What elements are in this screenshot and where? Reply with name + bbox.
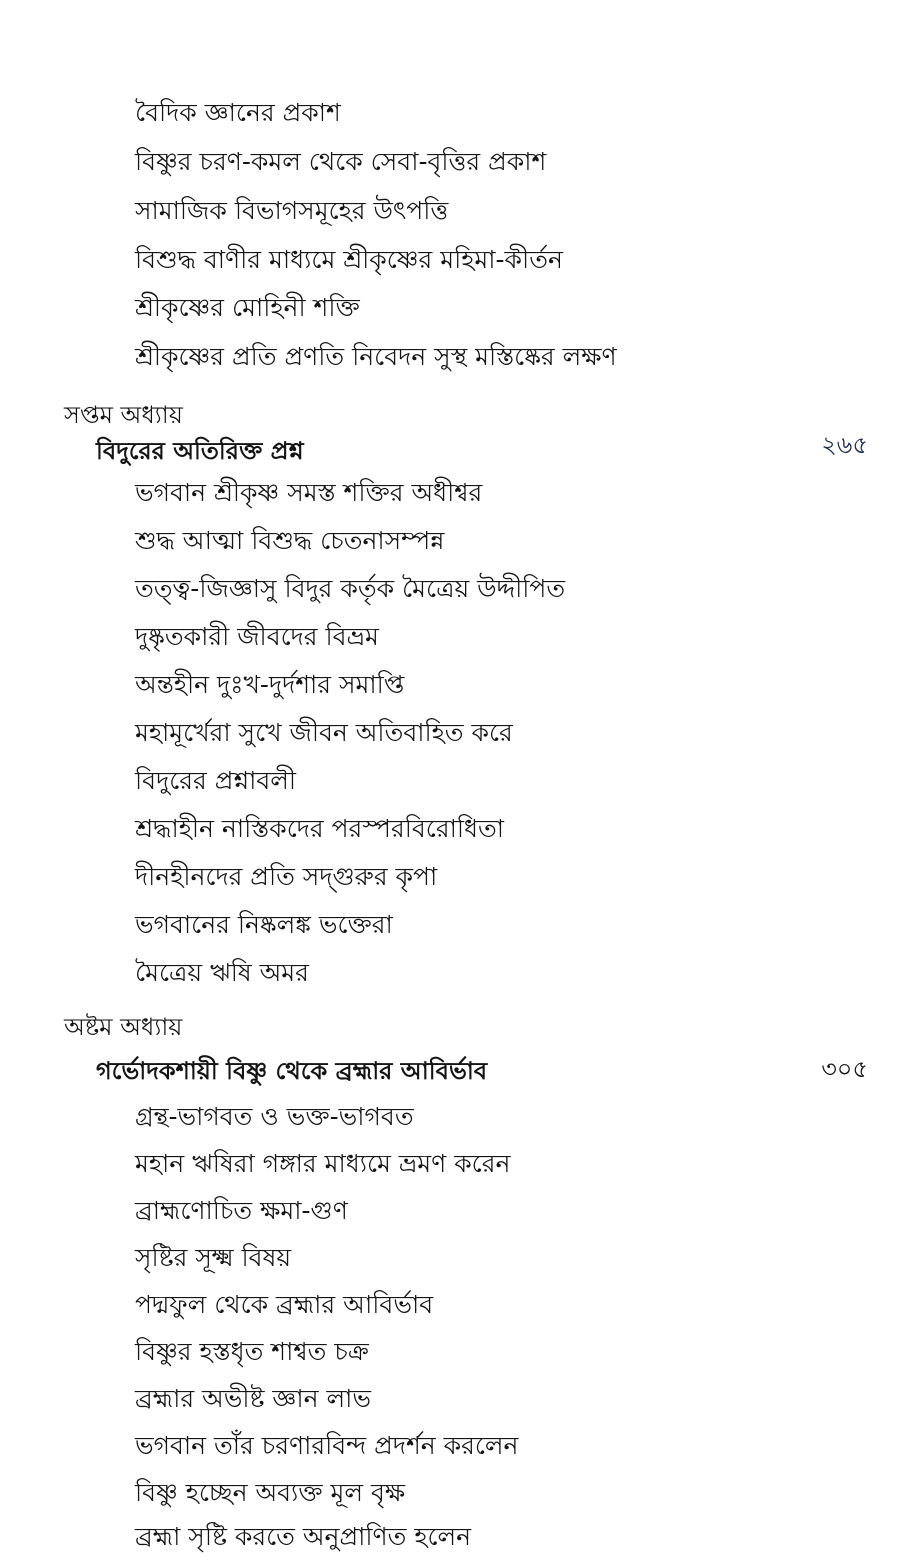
toc-item: দুষ্কৃতকারী জীবদের বিভ্রম	[135, 622, 379, 651]
chapter-title: বিদুরের অতিরিক্ত প্রশ্ন	[96, 437, 304, 465]
toc-item: বিষ্ণু হচ্ছেন অব্যক্ত মূল বৃক্ষ	[135, 1478, 406, 1507]
toc-item: মহামূর্খেরা সুখে জীবন অতিবাহিত করে	[135, 718, 513, 747]
toc-item: বৈদিক জ্ঞানের প্রকাশ	[135, 98, 341, 127]
page-number: ৩০৫	[821, 1055, 868, 1083]
toc-item: শ্রীকৃষ্ণের মোহিনী শক্তি	[135, 293, 360, 322]
toc-item: দীনহীনদের প্রতি সদ্‌গুরুর কৃপা	[135, 862, 438, 891]
page-number: ২৬৫	[821, 431, 868, 459]
toc-item: অন্তহীন দুঃখ-দুর্দশার সমাপ্তি	[135, 670, 405, 699]
toc-item: পদ্মফুল থেকে ব্রহ্মার আবির্ভাব	[135, 1290, 434, 1319]
toc-item: গ্রন্থ-ভাগবত ও ভক্ত-ভাগবত	[135, 1102, 414, 1131]
toc-item: ব্রহ্মা সৃষ্টি করতে অনুপ্রাণিত হলেন	[135, 1522, 472, 1551]
toc-item: বিশুদ্ধ বাণীর মাধ্যমে শ্রীকৃষ্ণের মহিমা-কীর্তন	[135, 245, 563, 274]
toc-item: ভগবানের নিষ্কলঙ্ক ভক্তেরা	[135, 910, 393, 939]
toc-item: বিষ্ণুর চরণ-কমল থেকে সেবা-বৃত্তির প্রকাশ	[135, 147, 547, 176]
toc-item: সামাজিক বিভাগসমূহের উৎপত্তি	[135, 196, 449, 225]
chapter-title: গর্ভোদকশায়ী বিষ্ণু থেকে ব্রহ্মার আবির্ভাব	[96, 1057, 488, 1085]
toc-item: শুদ্ধ আত্মা বিশুদ্ধ চেতনাসম্পন্ন	[135, 526, 445, 555]
toc-item: ব্রাহ্মণোচিত ক্ষমা-গুণ	[135, 1196, 348, 1225]
chapter-heading: সপ্তম অধ্যায়	[64, 401, 183, 429]
toc-item: ব্রহ্মার অভীষ্ট জ্ঞান লাভ	[135, 1384, 371, 1413]
chapter-heading: অষ্টম অধ্যায়	[64, 1013, 183, 1041]
toc-item: সৃষ্টির সূক্ষ্ম বিষয়	[135, 1243, 292, 1272]
toc-item: ভগবান তাঁর চরণারবিন্দ প্রদর্শন করলেন	[135, 1431, 519, 1460]
toc-item: ভগবান শ্রীকৃষ্ণ সমস্ত শক্তির অধীশ্বর	[135, 478, 483, 507]
toc-item: মৈত্রেয় ঋষি অমর	[135, 958, 309, 987]
toc-item: তত্ত্ব-জিজ্ঞাসু বিদুর কর্তৃক মৈত্রেয় উদ্দীপিত	[135, 574, 566, 603]
toc-item: বিদুরের প্রশ্নাবলী	[135, 766, 297, 795]
toc-item: শ্রদ্ধাহীন নাস্তিকদের পরস্পরবিরোধিতা	[135, 814, 505, 843]
toc-item: মহান ঋষিরা গঙ্গার মাধ্যমে ভ্রমণ করেন	[135, 1149, 511, 1178]
toc-item: বিষ্ণুর হস্তধৃত শাশ্বত চক্র	[135, 1337, 369, 1366]
toc-item: শ্রীকৃষ্ণের প্রতি প্রণতি নিবেদন সুস্থ মস্তিষ্কের লক্ষণ	[135, 342, 617, 371]
